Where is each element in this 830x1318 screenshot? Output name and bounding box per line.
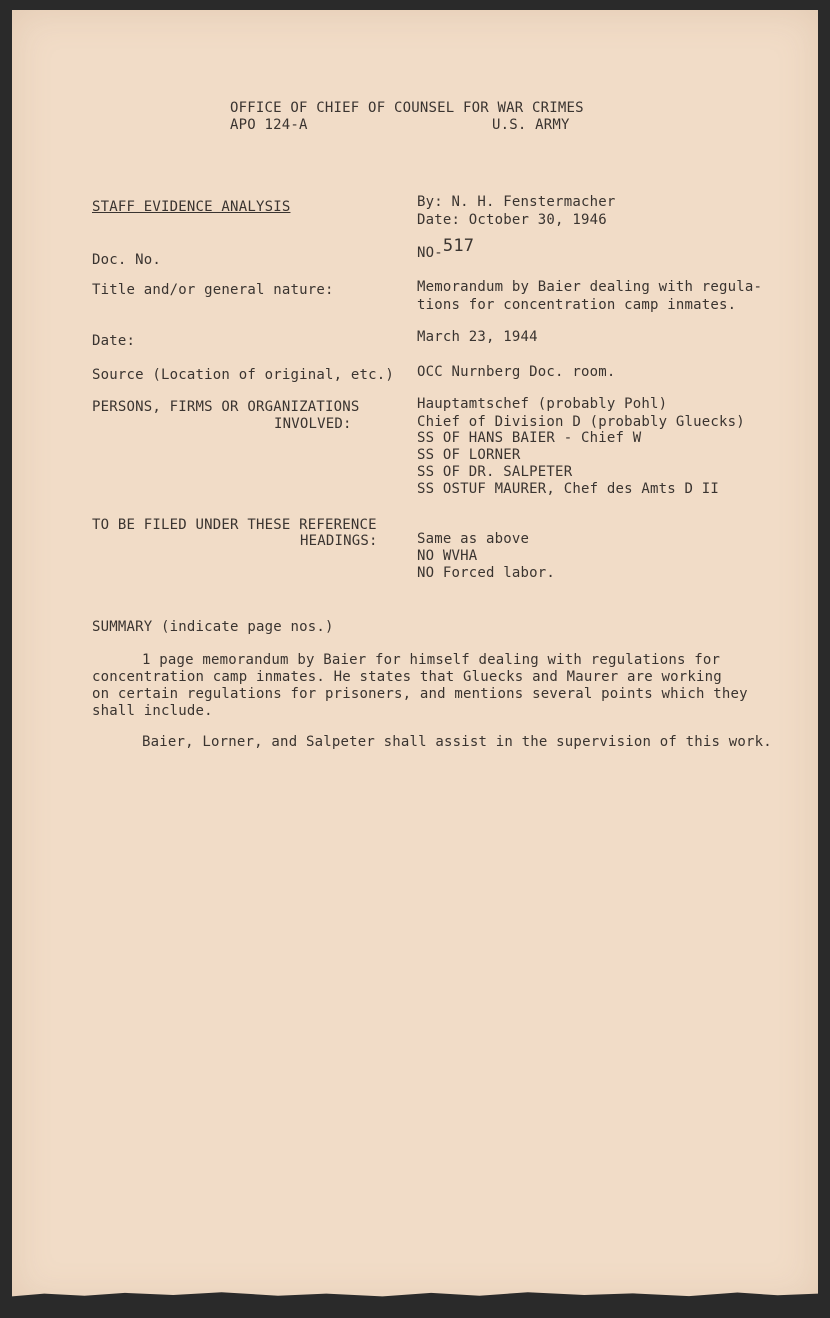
analysis-heading: STAFF EVIDENCE ANALYSIS [92, 199, 291, 215]
filed-item: NO Forced labor. [417, 565, 556, 581]
source-value: OCC Nurnberg Doc. room. [417, 364, 616, 380]
summary-paragraph-2: Baier, Lorner, and Salpeter shall assist in the supervision of this work. [142, 734, 772, 750]
doc-no-value [417, 236, 475, 262]
analysis-by: By: N. H. Fenstermacher [417, 194, 616, 210]
title-line-1: Memorandum by Baier dealing with regula- [417, 279, 763, 295]
filed-item: Same as above [417, 531, 530, 547]
doc-no-label: Doc. No. [92, 252, 162, 268]
person-item: SS OF DR. SALPETER [417, 464, 573, 480]
header-apo: APO 124-A [230, 117, 308, 133]
document-page [12, 10, 818, 1302]
title-line-2: tions for concentration camp inmates. [417, 297, 737, 313]
person-item: SS OSTUF MAURER, Chef des Amts D II [417, 481, 720, 497]
filed-item: NO WVHA [417, 548, 478, 564]
source-label: Source (Location of original, etc.) [92, 367, 395, 383]
summary-line: 1 page memorandum by Baier for himself dealing with regulations for [142, 652, 721, 668]
person-item: Hauptamtschef (probably Pohl) [417, 396, 668, 412]
header-line-1: OFFICE OF CHIEF OF COUNSEL FOR WAR CRIMES [230, 100, 584, 116]
doc-no-number: 517 [442, 236, 475, 256]
filed-label-2: HEADINGS: [300, 533, 378, 549]
title-label: Title and/or general nature: [92, 282, 334, 298]
person-item: Chief of Division D (probably Gluecks) [417, 414, 745, 430]
header-army: U.S. ARMY [492, 117, 570, 133]
torn-bottom-edge [12, 1288, 818, 1302]
persons-label-1: PERSONS, FIRMS OR ORGANIZATIONS [92, 399, 360, 415]
doc-no-prefix: NO- [417, 245, 443, 261]
person-item: SS OF LORNER [417, 447, 521, 463]
filed-label-1: TO BE FILED UNDER THESE REFERENCE [92, 517, 377, 533]
person-item: SS OF HANS BAIER - Chief W [417, 430, 642, 446]
summary-line: shall include. [92, 703, 213, 719]
persons-label-2: INVOLVED: [274, 416, 352, 432]
summary-line: concentration camp inmates. He states that Gluecks and Maurer are working [92, 669, 722, 685]
date-value: March 23, 1944 [417, 329, 538, 345]
summary-line: on certain regulations for prisoners, and mentions several points which they [92, 686, 748, 702]
analysis-date: Date: October 30, 1946 [417, 212, 607, 228]
date-label: Date: [92, 333, 136, 349]
summary-heading: SUMMARY (indicate page nos.) [92, 619, 334, 635]
